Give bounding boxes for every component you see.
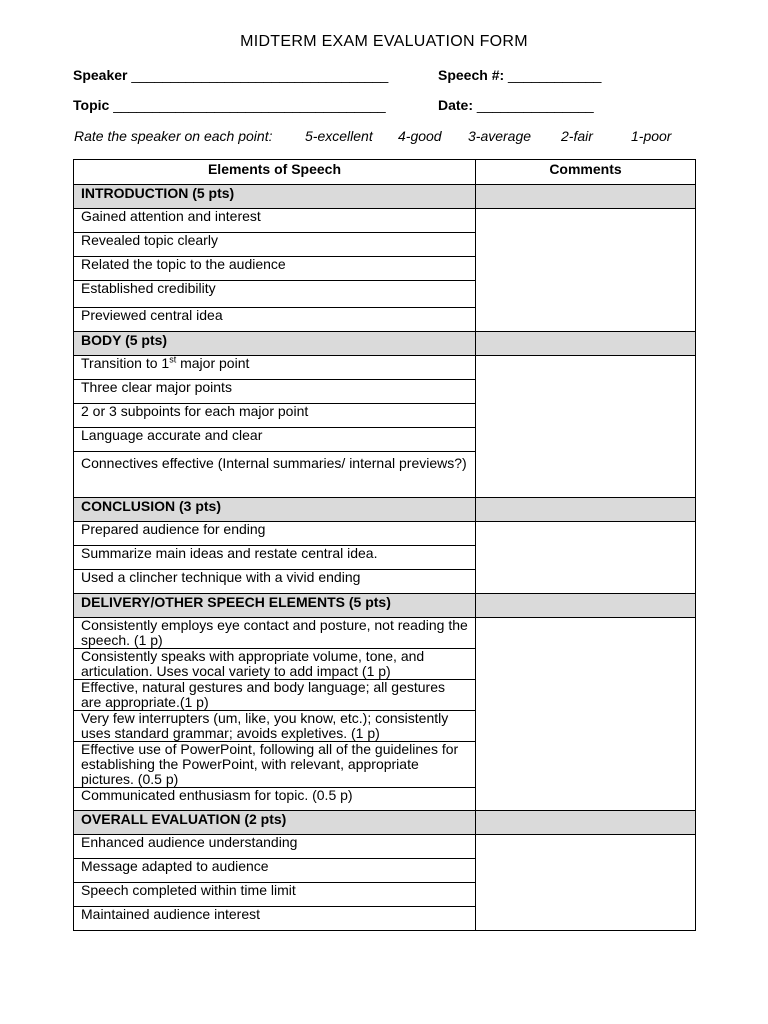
- criterion-item: Summarize main ideas and restate central idea.: [74, 546, 476, 570]
- comment-box-delivery[interactable]: [476, 618, 696, 811]
- section-comment-cell: [476, 594, 696, 618]
- table-row: [74, 209, 696, 233]
- speech-number-blank[interactable]: ____________: [508, 67, 602, 83]
- rating-good: 4-good: [398, 128, 442, 144]
- criterion-item: Used a clincher technique with a vivid ending: [74, 570, 476, 594]
- speaker-label: Speaker: [73, 67, 128, 83]
- criterion-item: Effective, natural gestures and body language; all gestures are appropriate.(1 p): [74, 680, 476, 711]
- topic-blank[interactable]: ___________________________________: [113, 97, 386, 113]
- section-comment-cell: [476, 498, 696, 522]
- criterion-item: Gained attention and interest: [74, 209, 476, 233]
- criterion-item: Speech completed within time limit: [74, 883, 476, 907]
- table-header-row: [74, 160, 696, 185]
- criterion-item: Language accurate and clear: [74, 428, 476, 452]
- section-comment-cell: [476, 811, 696, 835]
- criterion-item: Effective use of PowerPoint, following all of the guidelines for establishing the PowerPoint, with relevant, appropriate pictures. (0.5 p): [74, 742, 476, 788]
- section-row-conclusion: [74, 498, 696, 522]
- comment-box-introduction[interactable]: [476, 209, 696, 332]
- section-title: INTRODUCTION (5 pts): [74, 185, 476, 209]
- elements-header: Elements of Speech: [74, 160, 476, 185]
- criterion-item: Consistently employs eye contact and posture, not reading the speech. (1 p): [74, 618, 476, 649]
- section-title: BODY (5 pts): [74, 332, 476, 356]
- rating-poor: 1-poor: [631, 128, 672, 144]
- rating-prompt: Rate the speaker on each point:: [74, 128, 273, 144]
- section-row-delivery: [74, 594, 696, 618]
- comment-box-body[interactable]: [476, 356, 696, 498]
- topic-label: Topic: [73, 97, 110, 113]
- section-row-overall: [74, 811, 696, 835]
- transition-suffix: major point: [176, 355, 250, 371]
- section-title: CONCLUSION (3 pts): [74, 498, 476, 522]
- criterion-item: 2 or 3 subpoints for each major point: [74, 404, 476, 428]
- section-row-body: [74, 332, 696, 356]
- criterion-item: Connectives effective (Internal summaries/ internal previews?): [74, 452, 476, 498]
- criterion-item: Three clear major points: [74, 380, 476, 404]
- rating-excellent: 5-excellent: [305, 128, 373, 144]
- speaker-blank[interactable]: _________________________________: [131, 67, 389, 83]
- table-row: [74, 618, 696, 649]
- rating-average: 3-average: [468, 128, 532, 144]
- speaker-field[interactable]: [73, 67, 388, 83]
- criterion-item: Message adapted to audience: [74, 859, 476, 883]
- section-row-introduction: [74, 185, 696, 209]
- speech-number-label: Speech #:: [438, 67, 505, 83]
- criterion-item: Consistently speaks with appropriate volume, tone, and articulation. Uses vocal variety to add impact (1 p): [74, 649, 476, 680]
- comment-box-overall[interactable]: [476, 835, 696, 931]
- criterion-item: Prepared audience for ending: [74, 522, 476, 546]
- speech-number-field[interactable]: [438, 67, 601, 83]
- evaluation-table: [73, 159, 696, 931]
- criterion-item: Established credibility: [74, 281, 476, 308]
- comment-box-conclusion[interactable]: [476, 522, 696, 594]
- table-row: [74, 356, 696, 380]
- table-row: [74, 835, 696, 859]
- comments-header: Comments: [476, 160, 696, 185]
- form-title: MIDTERM EXAM EVALUATION FORM: [240, 33, 528, 50]
- transition-prefix: Transition to 1: [81, 355, 170, 371]
- section-title: OVERALL EVALUATION (2 pts): [74, 811, 476, 835]
- criterion-item: Maintained audience interest: [74, 907, 476, 931]
- date-field[interactable]: [438, 97, 594, 113]
- criterion-item: Revealed topic clearly: [74, 233, 476, 257]
- section-comment-cell: [476, 332, 696, 356]
- section-title: DELIVERY/OTHER SPEECH ELEMENTS (5 pts): [74, 594, 476, 618]
- date-blank[interactable]: _______________: [476, 97, 594, 113]
- criterion-item: Enhanced audience understanding: [74, 835, 476, 859]
- criterion-item-transition: [74, 356, 476, 380]
- criterion-item: Related the topic to the audience: [74, 257, 476, 281]
- rating-fair: 2-fair: [561, 128, 593, 144]
- section-comment-cell: [476, 185, 696, 209]
- table-row: [74, 522, 696, 546]
- criterion-item: Very few interrupters (um, like, you know, etc.); consistently uses standard grammar; avoids expletives. (1 p): [74, 711, 476, 742]
- transition-superscript: st: [169, 354, 177, 365]
- date-label: Date:: [438, 97, 474, 113]
- criterion-item: Communicated enthusiasm for topic. (0.5 p): [74, 788, 476, 811]
- criterion-item: Previewed central idea: [74, 308, 476, 332]
- topic-field[interactable]: [73, 97, 386, 113]
